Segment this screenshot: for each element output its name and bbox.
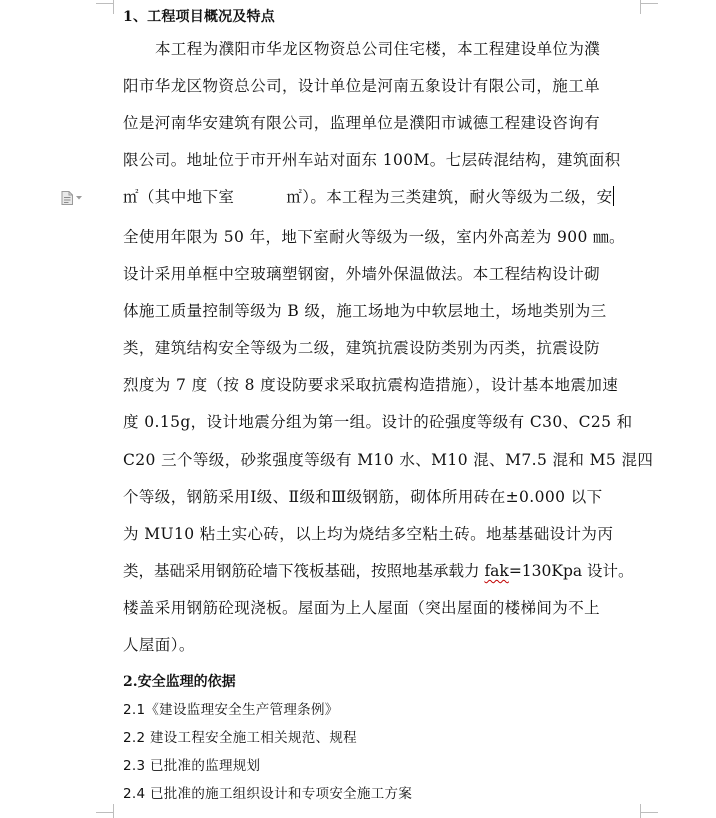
paragraph-line: 阳市华龙区物资总公司，设计单位是河南五象设计有限公司，施工单	[123, 77, 601, 95]
paragraph-line: 个等级，钢筋采用Ⅰ级、Ⅱ级和Ⅲ级钢筋，砌体所用砖在±0.000 以下	[123, 488, 603, 506]
paragraph-line: 全使用年限为 50 年，地下室耐火等级为一级，室内外高差为 900 ㎜。	[123, 228, 625, 246]
area-text-end: ㎡）。本工程为三类建筑，耐火等级为二级，安	[286, 188, 613, 206]
area-text-start: ㎡（其中地下室	[123, 188, 235, 206]
list-item: 2.2 建设工程安全施工相关规范、规程	[123, 730, 357, 746]
list-item: 2.1《建设监理安全生产管理条例》	[123, 702, 339, 718]
paragraph-line: 烈度为 7 度（按 8 度设防要求采取抗震构造措施），设计基本地震加速	[123, 376, 619, 394]
foundation-text-end: =130Kpa 设计。	[508, 562, 634, 580]
crop-mark-top-right	[640, 3, 658, 4]
list-item: 2.4 已批准的施工组织设计和专项安全施工方案	[123, 786, 413, 802]
paragraph-line: 限公司。地址位于市开州车站对面东 100M。七层砖混结构，建筑面积	[123, 151, 621, 169]
paragraph-line-area	[123, 186, 635, 208]
crop-mark-bottom-right	[640, 812, 658, 813]
crop-mark-top-left	[96, 3, 114, 4]
paragraph-line: 体施工质量控制等级为 B 级，施工场地为中软层地土，场地类别为三	[123, 302, 607, 320]
foundation-text-start: 类，基础采用钢筋砼墙下筏板基础，按照地基承载力	[123, 562, 485, 580]
paragraph-line: 类，建筑结构安全等级为二级，建筑抗震设防类别为丙类，抗震设防	[123, 339, 601, 357]
paragraph-line-foundation	[123, 560, 635, 582]
margin-document-menu[interactable]	[61, 191, 82, 205]
document-comment-icon	[61, 191, 73, 205]
paragraph-line: 设计采用单框中空玻璃塑钢窗，外墙外保温做法。本工程结构设计砌	[123, 265, 601, 283]
crop-mark-top-right-v	[640, 0, 641, 14]
spellcheck-word[interactable]: fak	[484, 562, 509, 580]
paragraph-line: 为 MU10 粘土实心砖，以上均为烧结多空粘土砖。地基基础设计为丙	[123, 525, 614, 543]
crop-mark-bottom-right-v	[640, 804, 641, 818]
crop-mark-top-left-v	[113, 0, 114, 14]
paragraph-line: C20 三个等级，砂浆强度等级有 M10 水、M10 混、M7.5 混和 M5 混四	[123, 451, 654, 469]
chevron-down-icon	[76, 196, 82, 200]
crop-mark-bottom-left-v	[113, 804, 114, 818]
crop-mark-bottom-left	[96, 812, 114, 813]
paragraph-line: 位是河南华安建筑有限公司，监理单位是濮阳市诚德工程建设咨询有	[123, 114, 601, 132]
paragraph-line: 度 0.15g，设计地震分组为第一组。设计的砼强度等级有 C30、C25 和	[123, 413, 633, 431]
paragraph-line: 楼盖采用钢筋砼现浇板。屋面为上人屋面（突出屋面的楼梯间为不上	[123, 599, 601, 617]
paragraph-line: 本工程为濮阳市华龙区物资总公司住宅楼，本工程建设单位为濮	[155, 40, 601, 58]
text-cursor	[613, 186, 614, 206]
list-item: 2.3 已批准的监理规划	[123, 758, 261, 774]
paragraph-line: 人屋面）。	[123, 636, 195, 654]
section1-heading: 1、工程项目概况及特点	[123, 9, 275, 25]
section2-heading: 2.安全监理的依据	[123, 674, 236, 690]
